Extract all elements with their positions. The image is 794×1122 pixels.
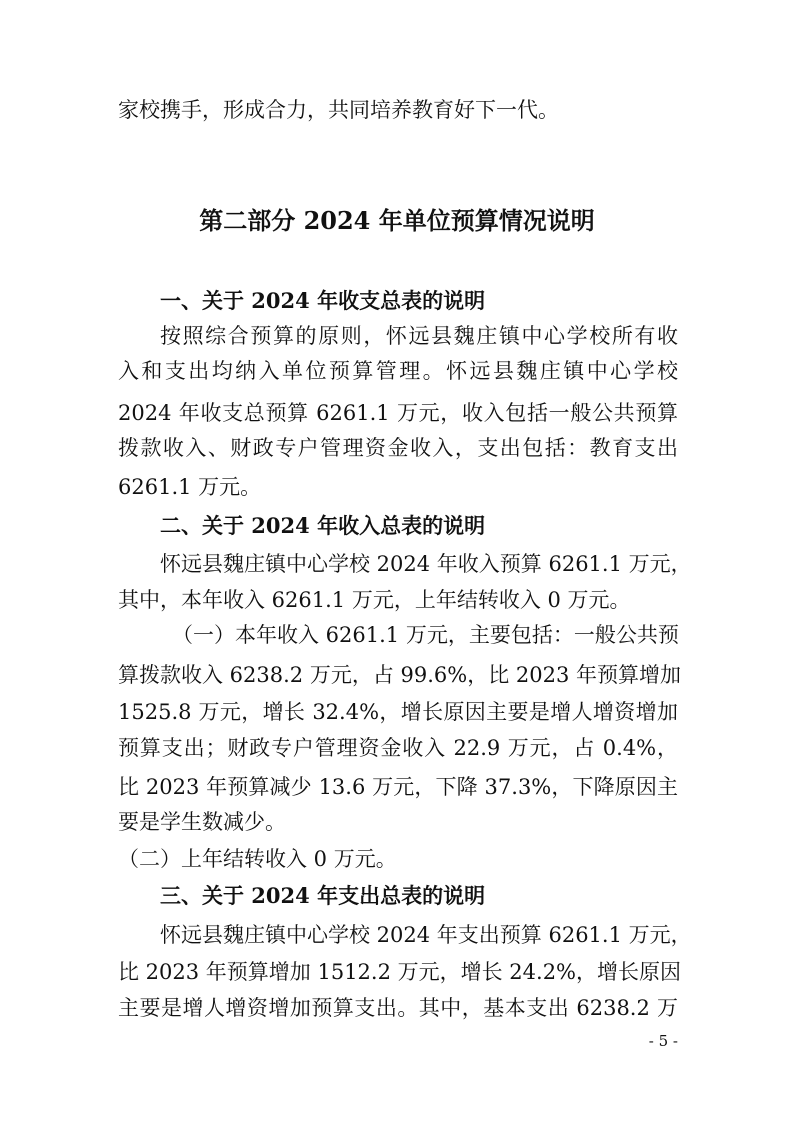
paragraph-line: （二）上年结转收入 0 万元。 [118,847,397,871]
heading-expense-summary: 三、关于 2024 年支出总表的说明 [160,883,486,908]
paragraph-line: 主要是增人增资增加预算支出。其中，基本支出 6238.2 万 [118,996,678,1020]
paragraph-line: 要是学生数减少。 [118,810,286,834]
paragraph-line: 比 2023 年预算减少 13.6 万元，下降 37.3%，下降原因主 [118,775,678,799]
paragraph-line: 其中，本年收入 6261.1 万元，上年结转收入 0 万元。 [118,588,631,612]
paragraph-line: 1525.8 万元，增长 32.4%，增长原因主要是增人增资增加 [118,700,678,724]
continued-paragraph-line: 家校携手，形成合力，共同培养教育好下一代。 [118,98,559,122]
paragraph-line: 6261.1 万元。 [118,475,262,499]
paragraph-line: 入和支出均纳入单位预算管理。怀远县魏庄镇中心学校 [118,359,678,383]
paragraph-line: （一）本年收入 6261.1 万元，主要包括：一般公共预 [172,623,679,647]
paragraph-line: 怀远县魏庄镇中心学校 2024 年收入预算 6261.1 万元， [160,552,692,576]
paragraph-line: 按照综合预算的原则，怀远县魏庄镇中心学校所有收 [160,324,678,348]
paragraph-line: 比 2023 年预算增加 1512.2 万元，增长 24.2%，增长原因 [118,960,682,984]
paragraph-line: 预算支出；财政专户管理资金收入 22.9 万元，占 0.4%， [118,736,678,760]
section-title: 第二部分 2024 年单位预算情况说明 [199,206,595,235]
page-number: - 5 - [648,1032,678,1050]
heading-income-expense-summary: 一、关于 2024 年收支总表的说明 [160,288,486,313]
paragraph-line: 2024 年收支总预算 6261.1 万元，收入包括一般公共预算 [118,401,678,425]
heading-income-summary: 二、关于 2024 年收入总表的说明 [160,513,486,538]
paragraph-line: 算拨款收入 6238.2 万元，占 99.6%，比 2023 年预算增加 [118,663,682,687]
paragraph-line: 拨款收入、财政专户管理资金收入，支出包括：教育支出 [118,436,678,460]
paragraph-line: 怀远县魏庄镇中心学校 2024 年支出预算 6261.1 万元， [160,923,692,947]
